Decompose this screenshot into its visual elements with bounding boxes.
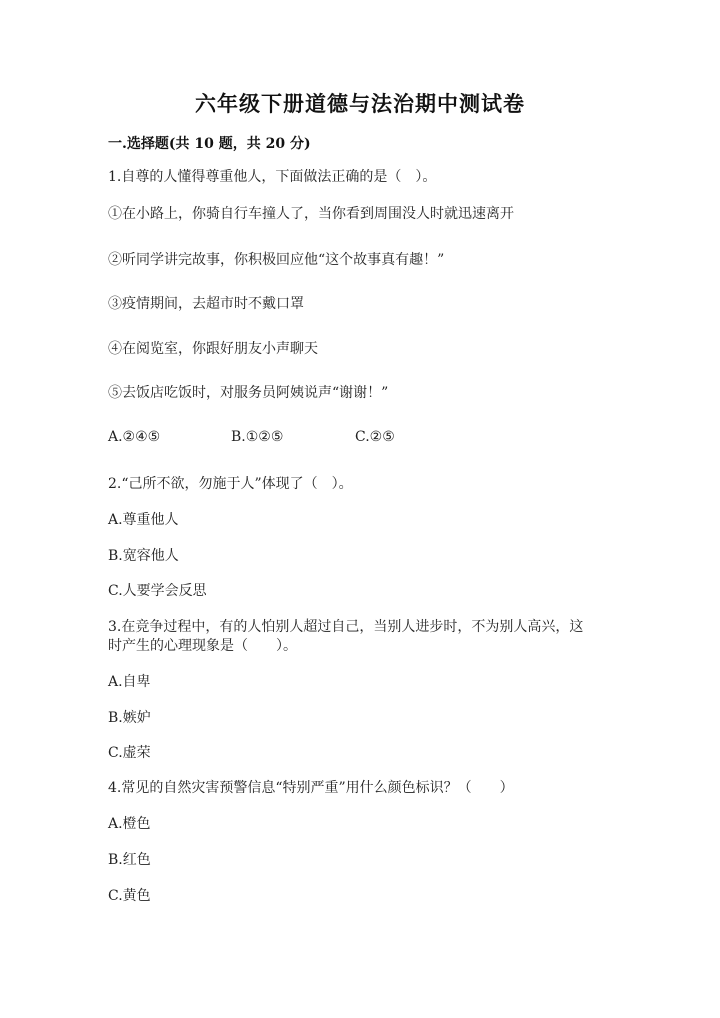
section-heading: 一.选择题(共 10 题，共 20 分) [108, 136, 311, 152]
question-2-option-b[interactable]: B.宽容他人 [108, 548, 179, 564]
question-4-option-a[interactable]: A.橙色 [108, 816, 151, 832]
question-1-option-c[interactable]: C.②⑤ [355, 429, 395, 445]
question-1-item-4: ④在阅览室，你跟好朋友小声聊天 [108, 341, 318, 357]
question-4-option-b[interactable]: B.红色 [108, 852, 151, 868]
question-2-stem: 2.“己所不欲，勿施于人”体现了（ ）。 [108, 476, 353, 492]
question-3-option-b[interactable]: B.嫉妒 [108, 710, 151, 726]
question-1-item-3: ③疫情期间，去超市时不戴口罩 [108, 296, 304, 312]
question-1-option-a[interactable]: A.②④⑤ [108, 429, 161, 445]
question-3-stem-line-2: 时产生的心理现象是（ ）。 [108, 638, 297, 654]
question-4-stem: 4.常见的自然灾害预警信息“特别严重”用什么颜色标识？（ ） [108, 780, 514, 796]
question-1-option-b[interactable]: B.①②⑤ [231, 429, 284, 445]
question-3-option-a[interactable]: A.自卑 [108, 674, 151, 690]
question-1-item-2: ②听同学讲完故事，你积极回应他“这个故事真有趣！” [108, 252, 445, 268]
question-3-option-c[interactable]: C.虚荣 [108, 745, 151, 761]
question-2-option-c[interactable]: C.人要学会反思 [108, 583, 207, 599]
question-1-item-1: ①在小路上，你骑自行车撞人了，当你看到周围没人时就迅速离开 [108, 206, 514, 222]
question-4-option-c[interactable]: C.黄色 [108, 888, 151, 904]
question-2-option-a[interactable]: A.尊重他人 [108, 512, 179, 528]
question-1-item-5: ⑤去饭店吃饭时，对服务员阿姨说声“谢谢！” [108, 385, 389, 401]
page-title: 六年级下册道德与法治期中测试卷 [195, 91, 525, 116]
question-1-stem: 1.自尊的人懂得尊重他人，下面做法正确的是（ ）。 [108, 169, 437, 185]
question-3-stem-line-1: 3.在竞争过程中，有的人怕别人超过自己，当别人进步时，不为别人高兴，这 [108, 619, 584, 635]
